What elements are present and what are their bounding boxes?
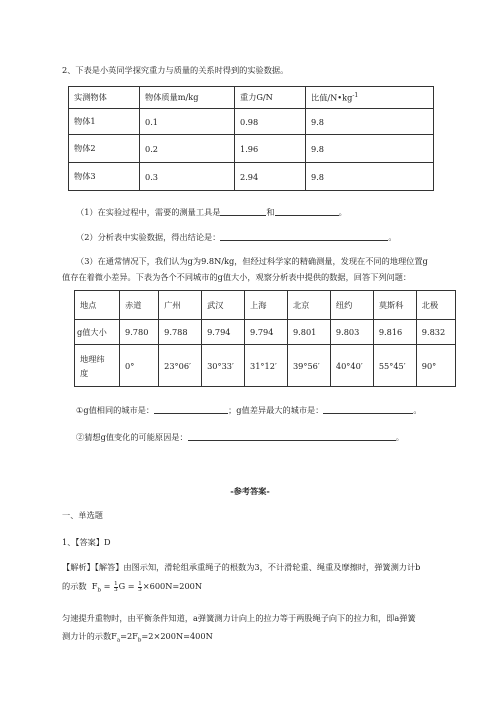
- city-cell: 纽约: [330, 291, 373, 320]
- latitude-row: [75, 345, 456, 387]
- formula-equals: =: [127, 581, 135, 591]
- analysis-line-1: 【解析】【解答】由图示知，滑轮组承重绳子的根数为3，不计滑轮重、绳重及摩擦时，弹簧测力计b: [62, 562, 421, 572]
- answers-heading: -参考答案-: [230, 486, 270, 496]
- row-label-part: 地理纬: [80, 353, 105, 364]
- formula-result: ×600N=200N: [142, 581, 203, 591]
- question-guess-text: ②猜想g值变化的可能原因是：: [76, 431, 188, 442]
- table-row: [69, 109, 434, 135]
- city-gravity-table: [74, 290, 456, 387]
- answer-item-1: 1、【答案】D: [62, 537, 111, 547]
- sub-question-3-line-1: （3）在通常情况下，我们认为g为9.8N/kg，但经过科学家的精确测量，发现在不同的地理位置g: [76, 256, 428, 266]
- fraction-denominator: 3: [114, 586, 118, 593]
- city-cell: 北极: [416, 291, 455, 320]
- question-same-g-text: ①g值相同的城市是：: [76, 404, 155, 415]
- table-cell: 2.94: [235, 163, 306, 191]
- formula-subscript: b: [137, 637, 142, 644]
- table-cell: 物体1: [69, 109, 140, 135]
- sub-question-1: [76, 207, 347, 216]
- analysis-text: 测力计的示数F: [62, 631, 117, 641]
- sub-question-2-text: （2）分析表中实验数据，得出结论是：: [76, 231, 221, 242]
- analysis-line-2: [62, 580, 202, 597]
- table-cell: 物体2: [69, 135, 140, 163]
- answer-blank[interactable]: [275, 207, 339, 216]
- table-cell: 9.8: [306, 109, 434, 135]
- analysis-line-4: [62, 632, 213, 644]
- question-max-diff-text: ；g值差异最大的城市是：: [228, 404, 324, 415]
- city-cell: 上海: [245, 291, 288, 320]
- formula-g: G: [118, 581, 126, 591]
- g-value-cell: 9.794: [202, 320, 245, 345]
- answer-blank[interactable]: [154, 405, 228, 414]
- latitude-cell: 39°56′: [287, 345, 330, 387]
- city-row: [75, 291, 456, 320]
- analysis-line-3: 匀速提升重物时，由平衡条件知道，a弹簧测力计向上的拉力等于两股绳子向下的拉力和，即a弹簧: [62, 613, 416, 623]
- answer-blank[interactable]: [220, 207, 266, 216]
- table-cell: 9.8: [306, 163, 434, 191]
- city-cell: 北京: [287, 291, 330, 320]
- row-label: g值大小: [75, 320, 120, 345]
- formula-subscript: b: [97, 587, 102, 594]
- city-cell: 赤道: [120, 291, 159, 320]
- latitude-cell: 30°33′: [202, 345, 245, 387]
- g-value-cell: 9.801: [287, 320, 330, 345]
- period-text: 。: [413, 404, 422, 415]
- table-row: [69, 135, 434, 163]
- table-cell: 0.98: [235, 109, 306, 135]
- formula-fb: F: [91, 581, 98, 591]
- latitude-cell: 23°06′: [159, 345, 202, 387]
- fraction-numerator: 1: [138, 580, 142, 587]
- table-cell: 1.96: [235, 135, 306, 163]
- answer-blank[interactable]: [220, 232, 388, 241]
- unit-exponent: -1: [352, 91, 359, 99]
- fraction-numerator: 1: [114, 580, 118, 587]
- g-value-cell: 9.788: [159, 320, 202, 345]
- latitude-cell: 55°45′: [373, 345, 416, 387]
- table-cell: 0.1: [140, 109, 235, 135]
- table-cell: 0.2: [140, 135, 235, 163]
- answer-blank[interactable]: [188, 432, 396, 441]
- sub-question-1-text: （1）在实验过程中，需要的测量工具是: [76, 206, 221, 217]
- fraction-denominator: 3: [138, 586, 142, 593]
- latitude-cell: 40°40′: [330, 345, 373, 387]
- sub-question-3-line-2: 值存在着微小差异。下表为各个不同城市的g值大小，观察分析表中提供的数据，回答下列问题：: [62, 272, 412, 282]
- period-text: 。: [338, 206, 347, 217]
- table-cell: 9.8: [306, 135, 434, 163]
- and-text: 和: [266, 206, 275, 217]
- latitude-cell: 31°12′: [245, 345, 288, 387]
- analysis-text: 的示数: [62, 581, 87, 591]
- question-same-g: [76, 405, 422, 414]
- g-value-cell: 9.816: [373, 320, 416, 345]
- sub-question-2: [76, 232, 397, 241]
- formula-result: =2×200N=400N: [141, 631, 213, 641]
- table-row: [69, 163, 434, 191]
- row-label: 地点: [75, 291, 120, 320]
- g-value-cell: 9.803: [330, 320, 373, 345]
- table-header-row: [69, 87, 434, 109]
- latitude-cell: 0°: [120, 345, 159, 387]
- question-guess: [76, 432, 404, 441]
- fraction-one-third: [114, 582, 118, 593]
- formula-subscript: a: [116, 637, 121, 644]
- answer-blank[interactable]: [323, 405, 413, 414]
- g-value-cell: 9.832: [416, 320, 455, 345]
- ratio-unit-label: 比值/N•kg: [311, 92, 353, 103]
- mass-gravity-table: [68, 86, 434, 191]
- latitude-cell: 90°: [416, 345, 455, 387]
- fraction-one-third: [138, 582, 142, 593]
- table-cell: 0.3: [140, 163, 235, 191]
- g-value-cell: 9.794: [245, 320, 288, 345]
- table-header-cell: 实测物体: [69, 87, 140, 109]
- table-header-cell: 物体质量m/kg: [140, 87, 235, 109]
- city-cell: 广州: [159, 291, 202, 320]
- formula-text: =2F: [120, 631, 138, 641]
- period-text: 。: [388, 231, 397, 242]
- row-label-part: 度: [80, 367, 89, 378]
- table-header-cell: 重力G/N: [235, 87, 306, 109]
- section-title: 一、单选题: [62, 510, 103, 520]
- table-cell: 物体3: [69, 163, 140, 191]
- table-header-cell: [306, 87, 434, 109]
- city-cell: 武汉: [202, 291, 245, 320]
- period-text: 。: [395, 431, 404, 442]
- row-label: [75, 345, 120, 387]
- g-value-cell: 9.780: [120, 320, 159, 345]
- g-value-row: [75, 320, 456, 345]
- city-cell: 莫斯科: [373, 291, 416, 320]
- question-2-title: 2、下表是小英同学探究重力与质量的关系时得到的实验数据。: [62, 65, 289, 75]
- formula-equals: =: [103, 581, 111, 591]
